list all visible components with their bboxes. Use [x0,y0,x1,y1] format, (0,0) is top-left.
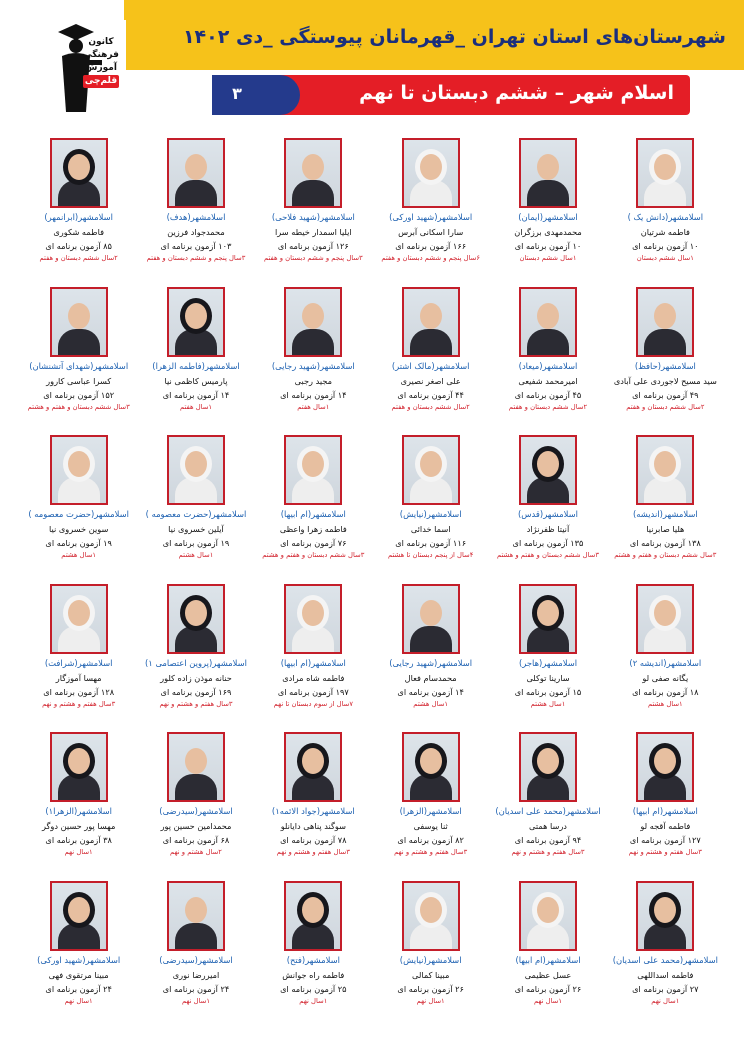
student-card [489,724,606,873]
school-name: اسلامشهر(شهدای آتشنشان) [29,360,129,371]
student-card [607,130,724,279]
header-band [124,0,744,70]
exam-count: ۲۶ آزمون برنامه ای [397,983,464,994]
student-card [372,873,489,1022]
student-photo [167,584,225,654]
school-name: اسلامشهر(الزهرا۱) [45,806,113,816]
school-name: اسلامشهر(ام ابیها) [632,806,698,816]
exam-count: ۱۲۷ آزمون برنامه ای [629,835,701,845]
years-record: ۱سال هشتم [530,699,566,708]
page-number: ۳ [232,84,242,103]
student-card [20,576,137,725]
years-record: ۳سال هفتم و هشتم و نهم [394,848,468,856]
student-photo [519,584,577,654]
student-grid [20,130,724,1021]
student-card [137,130,254,279]
exam-count: ۶۸ آزمون برنامه ای [162,835,230,845]
years-record: ۳سال ششم دبستان و هفتم و هشتم [262,551,365,559]
school-name: اسلامشهر(شهید اورکی) [37,954,121,965]
student-name: یگانه صفی لو [642,672,689,683]
student-name: فاطمه شکوری [53,227,104,237]
exam-count: ۱۹ آزمون برنامه ای [162,538,230,548]
student-card [372,724,489,873]
school-name: اسلامشهر(الزهرا) [399,806,462,816]
exam-count: ۴۴ آزمون برنامه ای [397,389,464,400]
logo-text: کانون فرهنگی آموزش قلم‌چی [83,37,119,86]
student-photo [519,138,577,208]
school-name: اسلامشهر(سیدرضی) [159,954,233,965]
student-name: فاطمه آقجه لو [640,821,691,831]
student-photo [636,881,694,951]
student-name: سارینا توکلی [526,672,570,683]
school-name: اسلامشهر(حافظ) [634,360,696,371]
student-card [255,130,372,279]
page-subtitle: اسلام شهر – ششم دبستان تا نهم [359,82,674,104]
exam-count: ۱۶۹ آزمون برنامه ای [160,686,232,697]
exam-count: ۱۰ آزمون برنامه ای [632,241,699,251]
student-photo [402,435,460,505]
student-name: فاطمه شاه مرادی [282,672,345,683]
student-photo [167,287,225,357]
school-name: اسلامشهر(حضرت معصومه ) [28,509,130,519]
exam-count: ۱۲۶ آزمون برنامه ای [277,241,349,251]
student-card [137,279,254,428]
student-photo [402,584,460,654]
student-photo [519,435,577,505]
school-name: اسلامشهر(محمد علی اسدیان) [612,954,718,965]
exam-count: ۹۴ آزمون برنامه ای [514,835,582,845]
exam-count: ۱۴ آزمون برنامه ای [162,389,230,400]
years-record: ۷سال از سوم دبستان تا نهم [273,699,354,708]
years-record: ۳سال پنجم و ششم دبستان و هفتم [146,254,246,262]
school-name: اسلامشهر(جواد الائمه۱) [271,806,355,816]
years-record: ۱سال نهم [416,996,445,1005]
student-name: آیلین خسروی نیا [168,524,224,534]
student-name: فاطمه شرتیان [640,227,690,237]
years-record: ۳سال هفتم و هشتم و نهم [276,848,350,856]
years-record: ۱سال نهم [64,848,93,856]
student-photo [519,881,577,951]
student-photo [519,732,577,802]
student-photo [284,435,342,505]
years-record: ۱سال هشتم [61,551,97,559]
student-card [255,427,372,576]
school-name: اسلامشهر(نیایش) [399,954,462,965]
school-name: اسلامشهر(ایمان) [518,212,578,222]
years-record: ۲سال ششم دبستان و هفتم [626,402,705,411]
exam-count: ۲۴ آزمون برنامه ای [162,983,230,994]
school-name: اسلامشهر(اندیشه) [633,509,698,519]
school-name: اسلامشهر(ام ابیها) [280,509,346,519]
student-card [489,576,606,725]
student-name: سوگند پناهی دایانلو [280,821,346,831]
student-name: سید مسیح لاجوردی علی آبادی [613,375,717,386]
student-photo [284,287,342,357]
student-photo [636,287,694,357]
student-photo [167,138,225,208]
years-record: ۳سال ششم دبستان و هفتم و هشتم [614,551,717,559]
student-name: سارا اسکانی آبرس [398,227,464,237]
student-name: ایلیا اسمدار خیطه سرا [274,227,352,237]
student-card [607,427,724,576]
exam-count: ۳۸ آزمون برنامه ای [45,835,112,845]
years-record: ۱سال نهم [651,996,680,1005]
student-card [255,279,372,428]
years-record: ۱سال ششم دبستان [519,254,577,262]
student-card [137,873,254,1022]
school-name: اسلامشهر(شهید اورکی) [389,212,473,222]
student-name: مهسا پور حسین دوگر [42,821,116,831]
years-record: ۳سال هفتم و هشتم و نهم [628,848,702,856]
student-name: کسرا عباسی کارور [46,375,112,386]
school-name: اسلامشهر(نیایش) [399,509,462,519]
student-name: محمدسام فعال [404,672,457,683]
student-photo [284,881,342,951]
exam-count: ۴۹ آزمون برنامه ای [632,389,699,400]
years-record: ۳سال پنجم و ششم دبستان و هفتم [263,254,363,262]
exam-count: ۱۴ آزمون برنامه ای [397,686,464,697]
student-name: آنیتا ظفرنژاد [526,524,570,534]
student-card [20,873,137,1022]
school-name: اسلامشهر(ام ابیها) [280,657,346,668]
student-photo [402,287,460,357]
years-record: ۱سال هشتم [413,699,449,708]
years-record: ۱سال نهم [299,996,328,1005]
student-card [607,279,724,428]
student-name: مبینا مرتقوی فهی [48,969,109,980]
exam-count: ۷۸ آزمون برنامه ای [280,835,347,845]
exam-count: ۱۳۵ آزمون برنامه ای [512,538,584,548]
student-card [20,130,137,279]
years-record: ۱سال هفتم [297,402,330,411]
exam-count: ۲۶ آزمون برنامه ای [514,983,582,994]
student-photo [284,584,342,654]
student-photo [402,138,460,208]
years-record: ۳سال هفتم و هشتم و نهم [42,699,116,708]
exam-count: ۱۵ آزمون برنامه ای [514,686,582,697]
years-record: ۱سال هشتم [647,699,683,708]
years-record: ۳سال هفتم و هشتم و نهم [511,848,585,856]
exam-count: ۱۳۸ آزمون برنامه ای [629,538,701,548]
student-photo [636,435,694,505]
school-name: اسلامشهر(شرافت) [44,657,113,668]
school-name: اسلامشهر(ام ابیها) [515,954,581,965]
school-name: اسلامشهر(ابرانمهر) [44,212,113,222]
school-name: اسلامشهر(هاجر) [518,657,578,668]
student-name: هلیا صابرنیا [646,524,685,534]
student-card [372,130,489,279]
years-record: ۱سال نهم [181,996,211,1005]
years-record: ۴سال از پنجم دبستان تا هشتم [387,551,474,559]
school-name: اسلامشهر(شهید فلاحی) [271,212,355,222]
school-name: اسلامشهر(سیدرضی) [159,806,233,816]
student-name: محمدامین حسین پور [160,821,232,831]
student-photo [50,287,108,357]
student-card [20,724,137,873]
exam-count: ۲۵ آزمون برنامه ای [280,983,347,994]
student-photo [50,584,108,654]
student-photo [50,732,108,802]
student-name: محمدمهدی برزگران [514,227,582,237]
school-name: اسلامشهر(مالک اشتر) [391,360,470,371]
exam-count: ۱۱۶ آزمون برنامه ای [395,538,467,548]
student-photo [636,138,694,208]
student-photo [50,881,108,951]
student-card [255,724,372,873]
years-record: ۱سال نهم [64,996,93,1005]
page-title: شهرستان‌های استان تهران _قهرمانان پیوستگی _دی ۱۴۰۲ [182,26,726,48]
years-record: ۳سال هفتم و هشتم و نهم [159,699,233,708]
exam-count: ۱۸ آزمون برنامه ای [632,686,699,697]
exam-count: ۲۷ آزمون برنامه ای [632,983,699,994]
student-photo [636,732,694,802]
exam-count: ۲۴ آزمون برنامه ای [45,983,112,994]
student-photo [167,732,225,802]
student-card [489,130,606,279]
exam-count: ۱۴ آزمون برنامه ای [280,389,347,400]
student-name: فاطمه زهرا واعظی [279,524,347,534]
exam-count: ۱۹ آزمون برنامه ای [45,538,112,548]
student-name: مهسا آموزگار [55,672,102,683]
student-card [20,279,137,428]
student-name: امیرمحمد شفیعی [518,375,578,386]
years-record: ۱سال ششم دبستان [636,254,694,262]
student-card [255,873,372,1022]
student-name: مبینا کمالی [412,969,450,980]
years-record: ۲سال ششم دبستان و هفتم [39,254,118,262]
years-record: ۳سال ششم دبستان و هفتم و هشتم [27,402,130,411]
exam-count: ۱۶۶ آزمون برنامه ای [395,241,467,251]
student-name: مجید رجبی [294,375,333,386]
student-card [489,427,606,576]
exam-count: ۱۵۲ آزمون برنامه ای [43,389,115,400]
student-photo [519,287,577,357]
student-name: امیررضا نوری [172,969,220,980]
student-card [607,724,724,873]
student-card [137,576,254,725]
student-name: پارمیس کاظمی نیا [164,375,228,386]
exam-count: ۴۵ آزمون برنامه ای [514,389,582,400]
student-card [372,427,489,576]
student-name: سوین خسروی نیا [49,524,109,534]
student-photo [50,435,108,505]
school-name: اسلامشهر(حضرت معصومه ) [145,509,247,519]
school-name: اسلامشهر(میعاد) [518,360,578,371]
student-name: علی اصغر نصیری [400,375,461,386]
years-record: ۲سال ششم دبستان و هفتم [391,402,470,411]
student-photo [284,138,342,208]
school-name: اسلامشهر(دانش یک ) [627,212,704,222]
years-record: ۱سال هفتم [179,402,213,411]
student-card [489,873,606,1022]
years-record: ۱سال نهم [533,996,563,1005]
student-name: ثنا یوسفی [413,821,448,831]
years-record: ۲سال ششم دبستان و هفتم [508,402,588,411]
school-name: اسلامشهر(پروین اعتصامی ۱) [145,657,247,668]
exam-count: ۸۲ آزمون برنامه ای [397,835,464,845]
student-card [20,427,137,576]
exam-count: ۱۲۸ آزمون برنامه ای [43,686,115,697]
exam-count: ۱۰۳ آزمون برنامه ای [160,241,232,251]
student-card [137,427,254,576]
years-record: ۱سال هشتم [178,551,214,559]
student-name: حنانه موذن زاده کلور [160,672,232,683]
exam-count: ۸۵ آزمون برنامه ای [45,241,112,251]
exam-count: ۱۰ آزمون برنامه ای [514,241,582,251]
student-name: فاطمه راه جوانش [282,969,345,980]
school-name: اسلامشهر(محمد علی اسدیان) [495,806,601,816]
student-photo [636,584,694,654]
student-photo [50,138,108,208]
student-card [489,279,606,428]
school-name: اسلامشهر(شهید رجایی) [389,657,473,668]
student-card [372,576,489,725]
years-record: ۶سال پنجم و ششم دبستان و هفتم [381,254,481,262]
school-name: اسلامشهر(شهید رجایی) [271,360,355,371]
student-photo [402,881,460,951]
student-card [607,873,724,1022]
exam-count: ۷۶ آزمون برنامه ای [280,538,347,548]
school-name: اسلامشهر(فتح) [286,954,340,965]
student-photo [284,732,342,802]
student-name: فاطمه اسداللهی [637,969,694,980]
school-name: اسلامشهر(هدف) [166,212,226,222]
exam-count: ۱۹۷ آزمون برنامه ای [277,686,349,697]
student-card [607,576,724,725]
student-photo [402,732,460,802]
student-card [255,576,372,725]
student-card [372,279,489,428]
student-name: درسا همتی [529,821,567,831]
student-photo [167,435,225,505]
school-name: اسلامشهر(قدس) [518,509,578,519]
student-card [137,724,254,873]
school-name: اسلامشهر(فاطمه الزهرا) [152,360,240,371]
years-record: ۲سال هشتم و نهم [170,848,222,856]
student-photo [167,881,225,951]
student-name: اسما خدائی [410,524,451,534]
student-name: عسل عظیمی [524,969,572,980]
years-record: ۳سال ششم دبستان و هفتم و هشتم [496,551,600,559]
student-name: محمدجواد فرزین [167,227,225,237]
school-name: اسلامشهر(اندیشه ۲) [629,657,702,668]
